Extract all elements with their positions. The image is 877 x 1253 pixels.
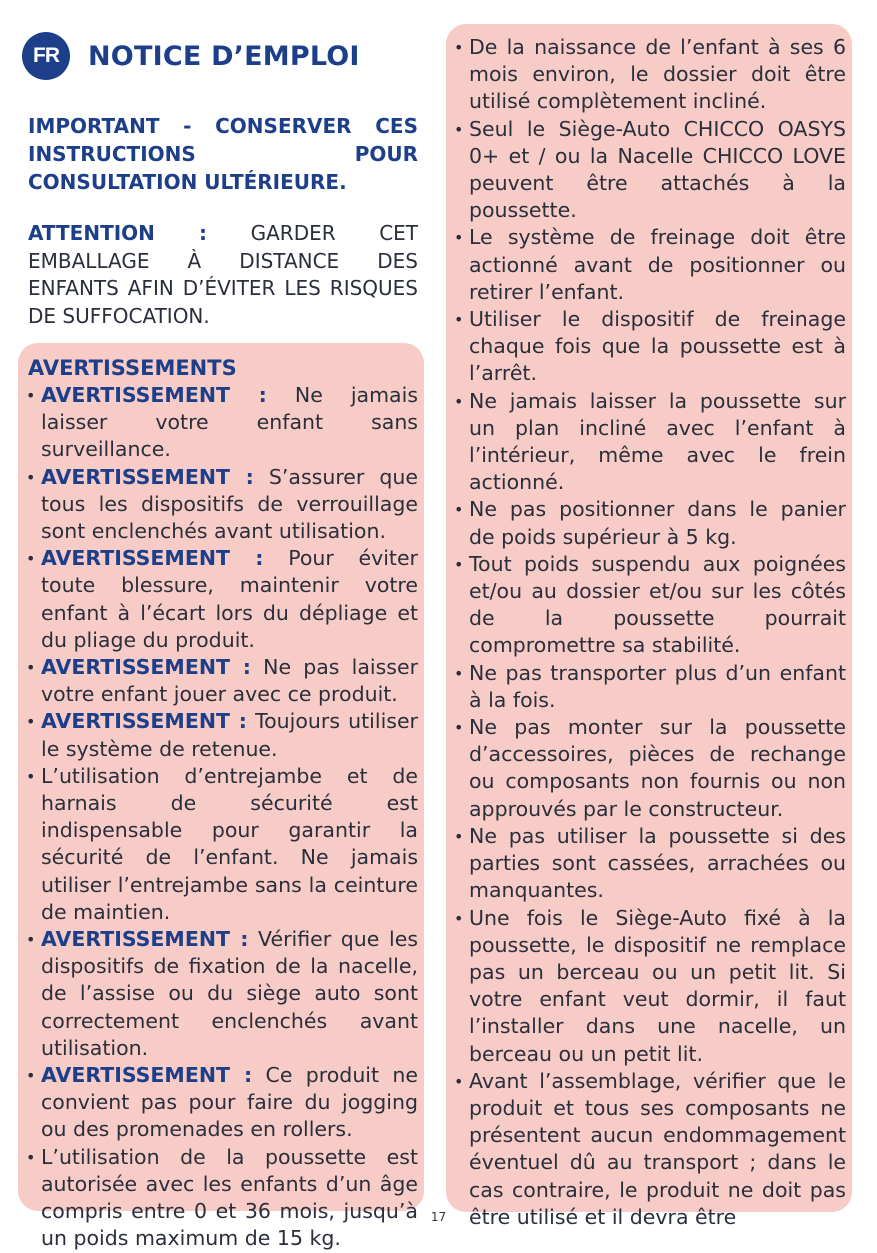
list-item bbox=[24, 763, 418, 926]
list-item: • De la naissance de l’enfant à ses 6 mois environ, le dossier doit être utilisé complètement incliné. bbox=[452, 34, 846, 116]
list-item bbox=[24, 382, 418, 464]
list-item bbox=[24, 926, 418, 1062]
warnings-title: AVERTISSEMENTS bbox=[28, 356, 237, 380]
page-title: NOTICE D’EMPLOI bbox=[88, 40, 360, 72]
warning-label: AVERTISSEMENT : bbox=[41, 709, 247, 734]
warnings-list-left bbox=[24, 382, 418, 1253]
attention-label: ATTENTION : bbox=[28, 221, 208, 245]
list-item: • Utiliser le dispositif de freinage chaque fois que la poussette est à l’arrêt. bbox=[452, 306, 846, 388]
page-header bbox=[22, 32, 360, 80]
warning-label: AVERTISSEMENT : bbox=[41, 927, 249, 952]
list-item: • Le système de freinage doit être actionné avant de positionner ou retirer l’enfant. bbox=[452, 224, 846, 306]
list-item: • Ne pas monter sur la poussette d’accessoires, pièces de rechange ou composants non fournis ou non approuvés par le constructeur. bbox=[452, 714, 846, 823]
warning-label: AVERTISSEMENT : bbox=[41, 546, 264, 571]
list-item: • Seul le Siège-Auto CHICCO OASYS 0+ et / ou la Nacelle CHICCO LOVE peuvent être attachés à la poussette. bbox=[452, 116, 846, 225]
list-item: • Ne pas positionner dans le panier de poids supérieur à 5 kg. bbox=[452, 496, 846, 550]
warnings-list-right bbox=[452, 34, 846, 1231]
warning-text: L’utilisation de la poussette est autorisée avec les enfants d’un âge compris entre 0 et 36 mois, jusqu’à un poids maximum de 15 kg. bbox=[41, 1144, 418, 1251]
warning-text: Ne pas laisser votre enfant jouer avec ce produit. bbox=[41, 655, 418, 707]
warning-text: S’assurer que tous les dispositifs de verrouillage sont enclenchés avant utilisation. bbox=[41, 464, 418, 544]
list-item: • Ne jamais laisser la poussette sur un plan incliné avec l’enfant à l’intérieur, même avec le frein actionné. bbox=[452, 388, 846, 497]
page-number: 17 bbox=[430, 1210, 447, 1224]
list-item: • Tout poids suspendu aux poignées et/ou au dossier et/ou sur les côtés de la poussette pourrait compromettre sa stabilité. bbox=[452, 551, 846, 660]
warning-label: AVERTISSEMENT : bbox=[41, 1063, 253, 1088]
list-item bbox=[24, 654, 418, 708]
list-item bbox=[24, 1062, 418, 1144]
list-item bbox=[24, 1144, 418, 1253]
list-item: • Ne pas transporter plus d’un enfant à la fois. bbox=[452, 660, 846, 714]
warning-text: Pour éviter toute blessure, maintenir votre enfant à l’écart lors du dépliage et du pliage du produit. bbox=[41, 546, 418, 652]
warning-text: Vérifier que les dispositifs de fixation de la nacelle, de l’assise ou du siège auto sont correctement enclenchés avant utilisation. bbox=[41, 927, 419, 1060]
list-item: • Ne pas utiliser la poussette si des parties sont cassées, arrachées ou manquantes. bbox=[452, 823, 846, 905]
warning-text: Ne jamais laisser votre enfant sans surveillance. bbox=[41, 383, 418, 462]
warning-label: AVERTISSEMENT : bbox=[41, 655, 251, 680]
important-notice: IMPORTANT - CONSERVER CES INSTRUCTIONS POUR CONSULTATION ULTÉRIEURE. bbox=[28, 114, 418, 194]
warning-text: L’utilisation d’entrejambe et de harnais de sécurité est indispensable pour garantir la sécurité de l’enfant. Ne jamais utiliser l’entrejambe sans la ceinture de maintien. bbox=[41, 763, 418, 924]
list-item bbox=[24, 464, 418, 546]
attention-text: GARDER CET EMBALLAGE À DISTANCE DES ENFANTS AFIN D’ÉVITER LES RISQUES DE SUFFOCATION. bbox=[28, 221, 419, 328]
warning-text: Toujours utiliser le système de retenue. bbox=[41, 709, 418, 761]
list-item: • Une fois le Siège-Auto fixé à la poussette, le dispositif ne remplace pas un berceau ou un petit lit. Si votre enfant veut dormir, il faut l’installer dans une nacelle, un berceau ou un petit lit. bbox=[452, 905, 846, 1068]
language-badge: FR bbox=[22, 32, 70, 80]
warning-text: Ce produit ne convient pas pour faire du jogging ou des promenades en rollers. bbox=[41, 1063, 418, 1142]
list-item: • Avant l’assemblage, vérifier que le produit et tous ses composants ne présentent aucun endommagement éventuel dû au transport ; dans le cas contraire, le produit ne doit pas être utilisé et il devra être bbox=[452, 1068, 846, 1231]
attention-notice bbox=[28, 220, 418, 330]
list-item bbox=[24, 708, 418, 762]
list-item bbox=[24, 545, 418, 654]
warning-label: AVERTISSEMENT : bbox=[41, 383, 267, 407]
warning-label: AVERTISSEMENT : bbox=[41, 464, 254, 489]
